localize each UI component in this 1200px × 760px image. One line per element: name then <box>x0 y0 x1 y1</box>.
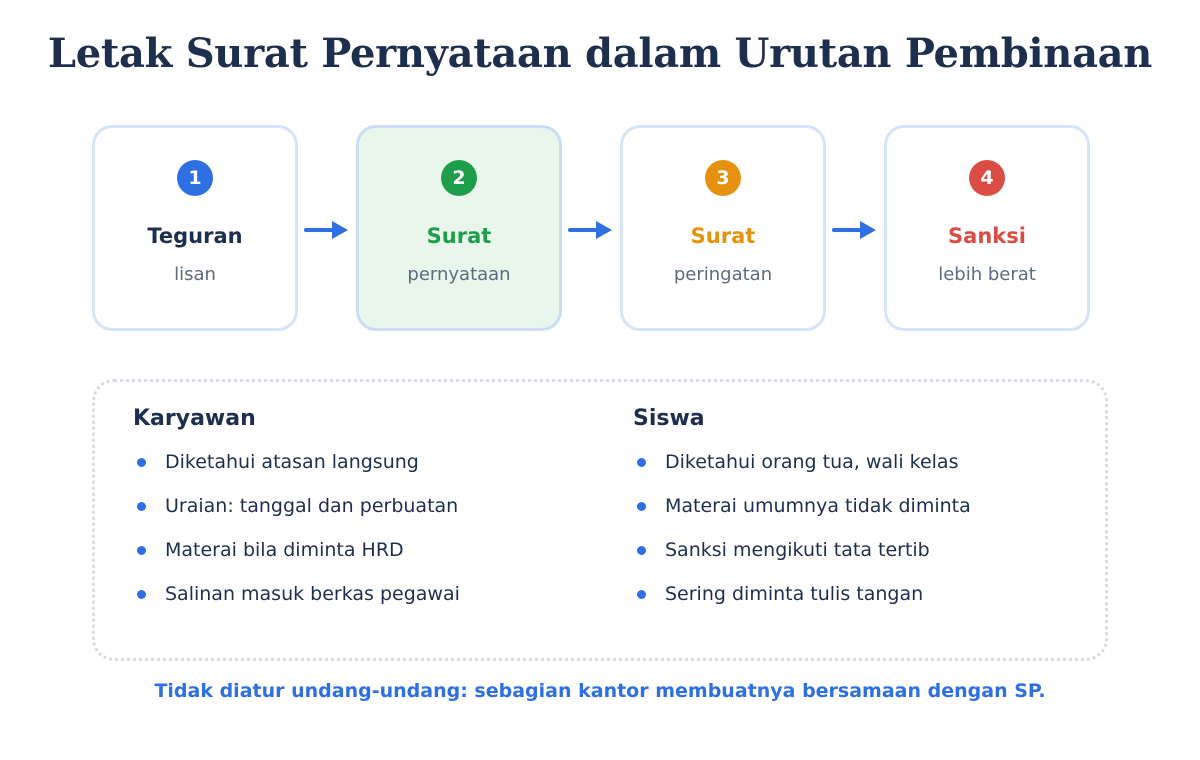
step-label: Sanksi <box>948 224 1026 248</box>
step-sublabel: peringatan <box>673 264 773 285</box>
list-item-text: Diketahui atasan langsung <box>165 451 419 473</box>
step-sublabel: pernyataan <box>407 264 511 285</box>
list-item-text: Sanksi mengikuti tata tertib <box>665 539 930 561</box>
arrow-right-icon <box>832 219 878 241</box>
process-steps <box>0 125 1200 340</box>
bullet-dot-icon <box>137 590 146 599</box>
arrow-right-icon <box>568 219 614 241</box>
page-title: Letak Surat Pernyataan dalam Urutan Pembinaan <box>47 30 1153 77</box>
column-heading: Karyawan <box>133 406 256 431</box>
bullet-dot-icon <box>637 546 646 555</box>
step-number-badge: 2 <box>441 160 477 196</box>
comparison-panel <box>92 379 1108 661</box>
bullet-dot-icon <box>637 502 646 511</box>
step-label: Surat <box>690 224 756 248</box>
list-item <box>633 537 1073 581</box>
list-item-text: Uraian: tanggal dan perbuatan <box>165 495 459 517</box>
bullet-list <box>633 449 1073 625</box>
step-sublabel: lisan <box>174 264 216 285</box>
bullet-list <box>133 449 573 625</box>
bullet-dot-icon <box>637 590 646 599</box>
list-item <box>133 581 573 625</box>
list-item <box>133 493 573 537</box>
step-number-badge: 4 <box>969 160 1005 196</box>
step-number-badge: 3 <box>705 160 741 196</box>
list-item <box>633 581 1073 625</box>
step-card-2 <box>356 125 562 331</box>
bullet-dot-icon <box>137 458 146 467</box>
column-heading: Siswa <box>633 406 705 431</box>
step-card-1 <box>92 125 298 331</box>
bullet-dot-icon <box>137 546 146 555</box>
list-item-text: Salinan masuk berkas pegawai <box>165 583 460 605</box>
list-item-text: Diketahui orang tua, wali kelas <box>665 451 959 473</box>
step-number-badge: 1 <box>177 160 213 196</box>
arrow-right-icon <box>304 219 350 241</box>
list-item <box>633 493 1073 537</box>
list-item-text: Materai bila diminta HRD <box>165 539 404 561</box>
footnote: Tidak diatur undang-undang: sebagian kantor membuatnya bersamaan dengan SP. <box>154 680 1046 702</box>
step-label: Surat <box>426 224 492 248</box>
step-card-4 <box>884 125 1090 331</box>
list-item <box>133 449 573 493</box>
list-item <box>133 537 573 581</box>
list-item-text: Sering diminta tulis tangan <box>665 583 924 605</box>
list-item-text: Materai umumnya tidak diminta <box>665 495 971 517</box>
step-label: Teguran <box>147 224 243 248</box>
step-card-3 <box>620 125 826 331</box>
step-sublabel: lebih berat <box>938 264 1036 285</box>
bullet-dot-icon <box>137 502 146 511</box>
bullet-dot-icon <box>637 458 646 467</box>
column-siswa <box>633 406 1073 625</box>
list-item <box>633 449 1073 493</box>
column-karyawan <box>133 406 573 625</box>
